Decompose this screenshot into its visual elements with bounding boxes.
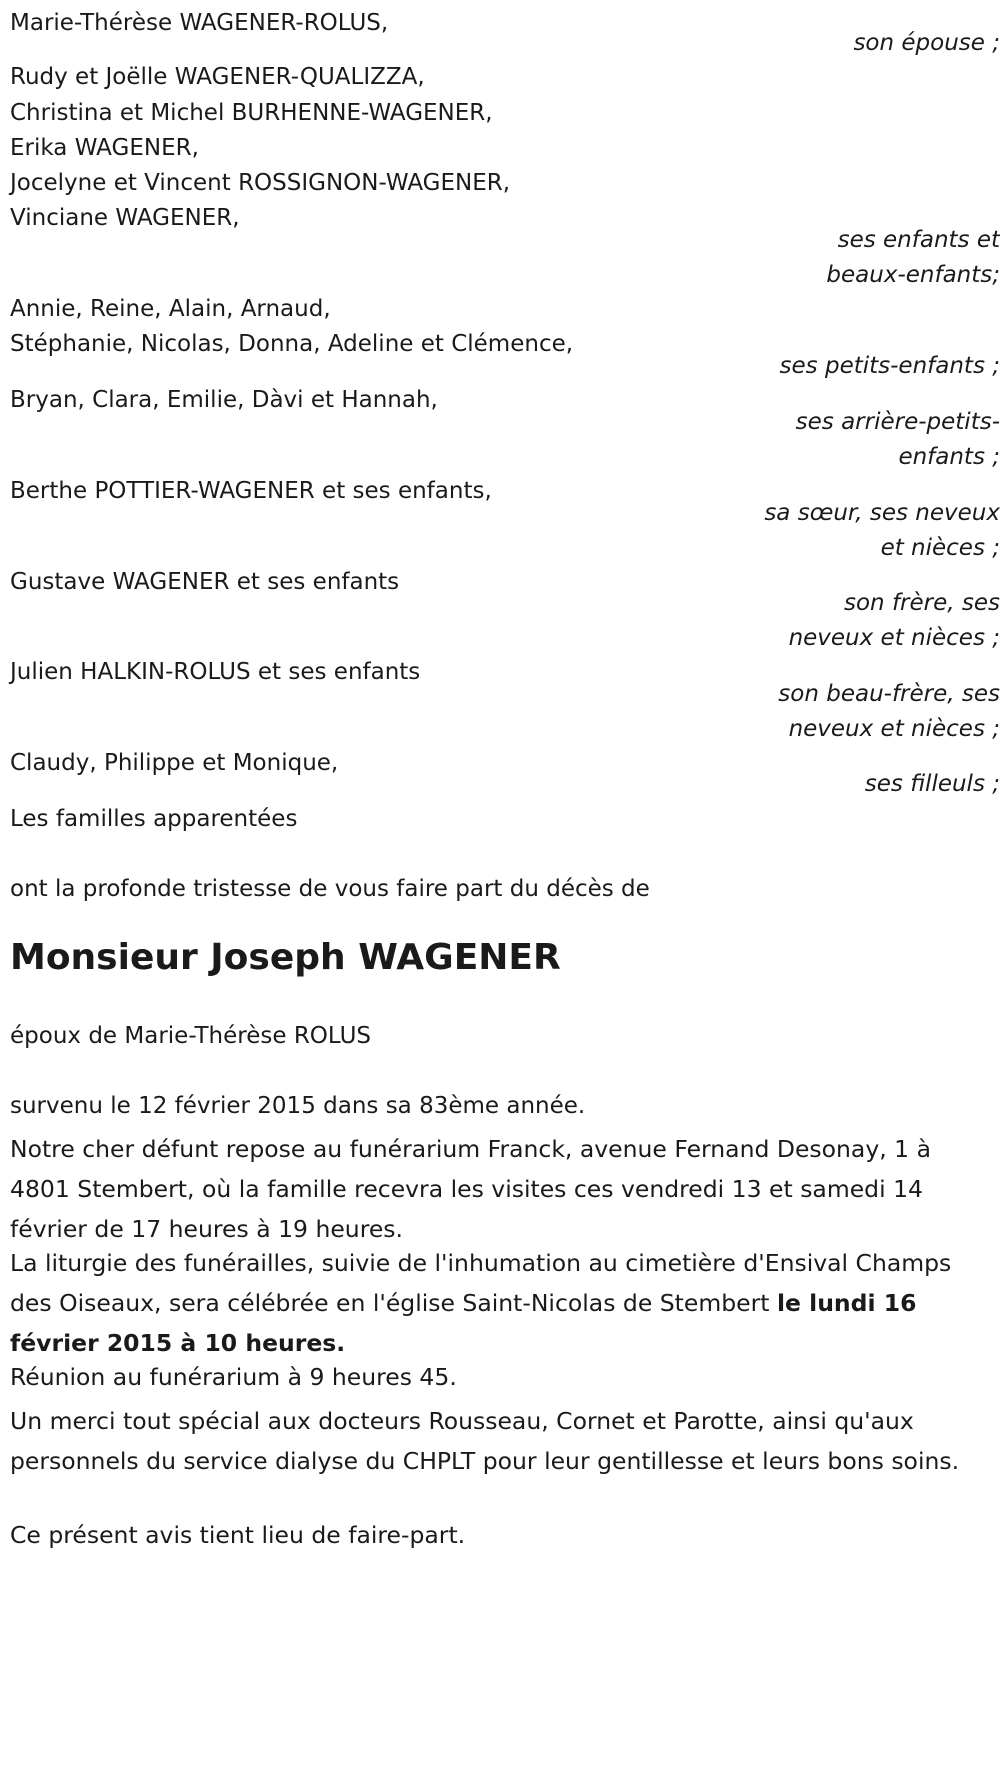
brother-in-law-line: Julien HALKIN-ROLUS et ses enfants — [10, 659, 421, 685]
child-line: Christina et Michel BURHENNE-WAGENER, — [10, 100, 493, 126]
child-line: Vinciane WAGENER, — [10, 205, 240, 231]
child-line: Jocelyne et Vincent ROSSIGNON-WAGENER, — [10, 170, 511, 196]
sister-role-line: et nièces ; — [880, 535, 1000, 561]
spouse-name: Marie-Thérèse WAGENER-ROLUS, — [10, 10, 389, 36]
great-grandchildren-line: Bryan, Clara, Emilie, Dàvi et Hannah, — [10, 387, 438, 413]
children-role-line: beaux-enfants; — [826, 262, 1000, 288]
brother-in-law-role-line: neveux et nièces ; — [788, 716, 1000, 742]
grandchildren-role: ses petits-enfants ; — [779, 353, 1000, 379]
child-line: Rudy et Joëlle WAGENER-QUALIZZA, — [10, 64, 425, 90]
meeting-paragraph: Réunion au funérarium à 9 heures 45. — [10, 1363, 457, 1391]
deceased-name: Monsieur Joseph WAGENER — [10, 937, 561, 978]
sister-line: Berthe POTTIER-WAGENER et ses enfants, — [10, 478, 492, 504]
brother-line: Gustave WAGENER et ses enfants — [10, 569, 400, 595]
great-grandchildren-role-line: enfants ; — [898, 444, 1000, 470]
thanks-paragraph: Un merci tout spécial aux docteurs Rousseau, Cornet et Parotte, ainsi qu'aux personnels du service dialyse du CHPLT pour leur gentillesse et leurs bons soins. — [10, 1407, 960, 1475]
godchildren-line: Claudy, Philippe et Monique, — [10, 750, 339, 776]
notice-paragraph: Ce présent avis tient lieu de faire-part. — [10, 1521, 466, 1549]
liturgy-text: La liturgie des funérailles, suivie de l'inhumation au cimetière d'Ensival Champs des Oiseaux, sera célébrée en l'église Saint-Nicolas de Stembert — [10, 1249, 952, 1317]
liturgy-paragraph — [10, 1243, 985, 1363]
announcement-intro: ont la profonde tristesse de vous faire part du décès de — [10, 876, 650, 902]
brother-role-line: neveux et nièces ; — [788, 625, 1000, 651]
brother-in-law-role-line: son beau-frère, ses — [778, 681, 1000, 707]
sister-role-line: sa sœur, ses neveux — [764, 500, 1000, 526]
grandchildren-line: Stéphanie, Nicolas, Donna, Adeline et Clémence, — [10, 331, 574, 357]
related-families: Les familles apparentées — [10, 806, 298, 832]
viewing-paragraph: Notre cher défunt repose au funérarium Franck, avenue Fernand Desonay, 1 à 4801 Stembert, où la famille recevra les visites ces vendredi 13 et samedi 14 février de 17 heures à 19 heures. — [10, 1135, 931, 1243]
children-role-line: ses enfants et — [837, 227, 1000, 253]
great-grandchildren-role-line: ses arrière-petits- — [795, 409, 1000, 435]
godchildren-role: ses filleuls ; — [864, 771, 1000, 797]
brother-role-line: son frère, ses — [844, 590, 1000, 616]
spouse-role: son épouse ; — [853, 30, 1000, 56]
death-date: survenu le 12 février 2015 dans sa 83ème année. — [10, 1093, 586, 1119]
child-line: Erika WAGENER, — [10, 135, 199, 161]
liturgy-date: le lundi 16 février 2015 à 10 heures. — [10, 1289, 917, 1357]
grandchildren-line: Annie, Reine, Alain, Arnaud, — [10, 296, 331, 322]
spouse-of: époux de Marie-Thérèse ROLUS — [10, 1023, 372, 1049]
